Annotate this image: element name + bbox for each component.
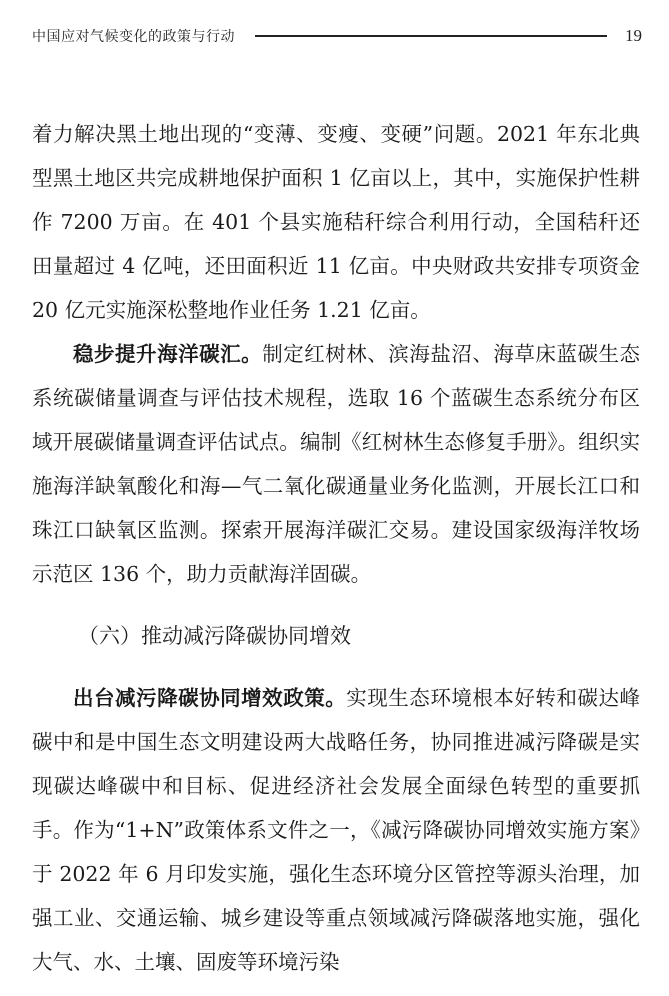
paragraph-lead-ocean-carbon-sink: 稳步提升海洋碳汇。 [73,342,263,366]
paragraph-pollution-carbon-policy [32,676,640,984]
paragraph-body-ocean-carbon-sink: 制定红树林、滨海盐沼、海草床蓝碳生态系统碳储量调查与评估技术规程，选取 16 个蓝碳生态系统分布区域开展碳储量调查评估试点。编制《红树林生态修复手册》。组织实施海洋缺氧酸化和海—气二氧化碳通量业务化监测，开展长江口和珠江口缺氧区监测。探索开展海洋碳汇交易。建设国家级海洋牧场示范区 136 个，助力贡献海洋固碳。 [32,342,641,586]
running-title: 中国应对气候变化的政策与行动 [32,29,235,45]
paragraph-body-pollution-carbon-policy: 实现生态环境根本好转和碳达峰碳中和是中国生态文明建设两大战略任务，协同推进减污降碳是实现碳达峰碳中和目标、促进经济社会发展全面绿色转型的重要抓手。作为“1+N”政策体系文件之一，《减污降碳协同增效实施方案》于 2022 年 6 月印发实施，强化生态环境分区管控等源头治理，加强工业、交通运输、城乡建设等重点领域减污降碳落地实施，强化大气、水、土壤、固废等环境污染 [32,686,640,974]
paragraph-ocean-carbon-sink [32,332,640,596]
paragraph-black-soil: 着力解决黑土地出现的“变薄、变瘦、变硬”问题。2021 年东北典型黑土地区共完成耕地保护面积 1 亿亩以上，其中，实施保护性耕作 7200 万亩。在 401 个县实施秸秆综合利用行动，全国秸秆还田量超过 4 亿吨，还田面积近 11 亿亩。中央财政共安排专项资金 20 亿元实施深松整地作业任务 1.21 亿亩。 [32,122,640,322]
header-rule [255,35,607,37]
page-header [32,22,642,50]
paragraph-lead-pollution-carbon-policy: 出台减污降碳协同增效政策。 [73,686,347,710]
section-heading: （六）推动减污降碳协同增效 [78,624,351,648]
body-text [32,112,640,984]
page-number: 19 [625,26,642,45]
